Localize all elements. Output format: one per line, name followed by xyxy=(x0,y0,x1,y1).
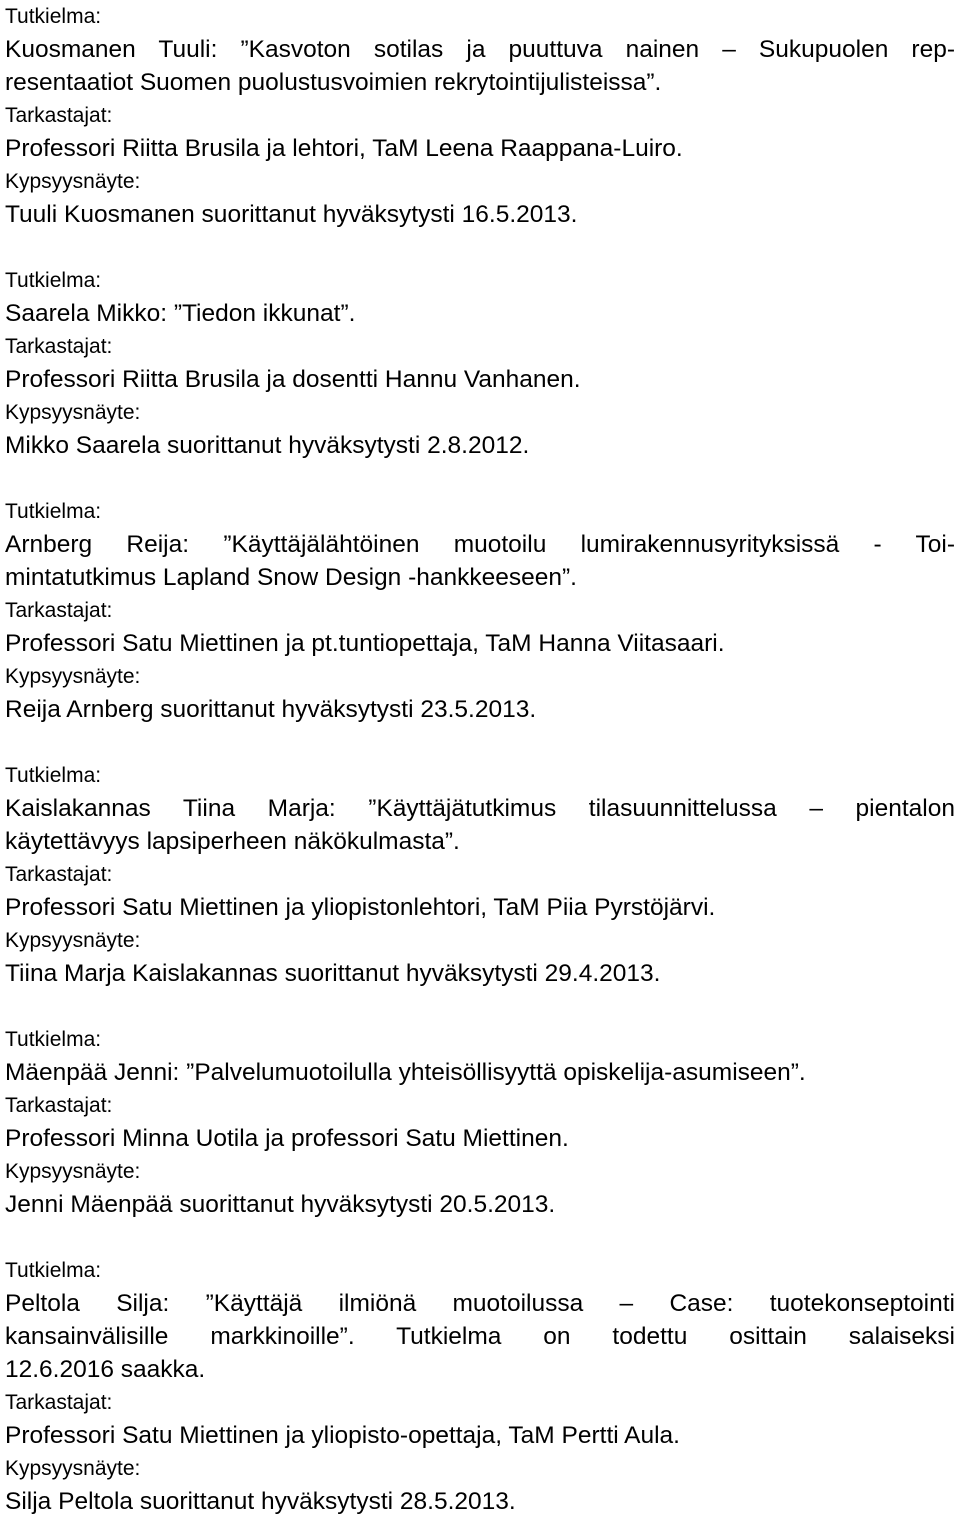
maturity-label: Kypsyysnäyte: xyxy=(5,1160,141,1183)
maturity-text: Jenni Mäenpää suorittanut hyväksytysti 20.5.2013. xyxy=(5,1191,556,1218)
thesis-title-line: Mäenpää Jenni: ”Palvelumuotoilulla yhteisöllisyyttä opiskelija-asumiseen”. xyxy=(5,1059,806,1086)
thesis-title-line: kansainvälisille markkinoille”. Tutkielma on todettu osittain salaiseksi xyxy=(5,1323,955,1350)
maturity-label: Kypsyysnäyte: xyxy=(5,401,141,424)
thesis-entry xyxy=(5,1023,955,1221)
thesis-title-line: Kaislakannas Tiina Marja: ”Käyttäjätutkimus tilasuunnittelussa – pientalon xyxy=(5,795,955,822)
entry-gap xyxy=(5,1221,955,1254)
thesis-label: Tutkielma: xyxy=(5,764,102,787)
reviewers-label: Tarkastajat: xyxy=(5,599,113,622)
thesis-entry xyxy=(5,0,955,231)
reviewers-text: Professori Satu Miettinen ja yliopisto-opettaja, TaM Pertti Aula. xyxy=(5,1422,680,1449)
entry-gap xyxy=(5,231,955,264)
thesis-entry xyxy=(5,264,955,462)
thesis-label: Tutkielma: xyxy=(5,500,102,523)
thesis-title-line: käytettävyys lapsiperheen näkökulmasta”. xyxy=(5,828,460,855)
entry-gap xyxy=(5,462,955,495)
thesis-label: Tutkielma: xyxy=(5,1259,102,1282)
reviewers-label: Tarkastajat: xyxy=(5,104,113,127)
reviewers-text: Professori Satu Miettinen ja pt.tuntiopettaja, TaM Hanna Viitasaari. xyxy=(5,630,725,657)
thesis-label: Tutkielma: xyxy=(5,1028,102,1051)
thesis-title-line: Kuosmanen Tuuli: ”Kasvoton sotilas ja puuttuva nainen – Sukupuolen rep- xyxy=(5,36,955,63)
thesis-entry xyxy=(5,495,955,726)
reviewers-text: Professori Minna Uotila ja professori Satu Miettinen. xyxy=(5,1125,569,1152)
reviewers-label: Tarkastajat: xyxy=(5,335,113,358)
thesis-label: Tutkielma: xyxy=(5,5,102,28)
thesis-entry xyxy=(5,1254,955,1518)
maturity-label: Kypsyysnäyte: xyxy=(5,929,141,952)
entry-gap xyxy=(5,726,955,759)
document-page xyxy=(5,0,955,1518)
reviewers-label: Tarkastajat: xyxy=(5,1094,113,1117)
maturity-label: Kypsyysnäyte: xyxy=(5,665,141,688)
maturity-label: Kypsyysnäyte: xyxy=(5,170,141,193)
thesis-title-line: mintatutkimus Lapland Snow Design -hankkeeseen”. xyxy=(5,564,577,591)
maturity-text: Silja Peltola suorittanut hyväksytysti 28.5.2013. xyxy=(5,1488,516,1515)
reviewers-text: Professori Riitta Brusila ja lehtori, TaM Leena Raappana-Luiro. xyxy=(5,135,683,162)
maturity-text: Mikko Saarela suorittanut hyväksytysti 2.8.2012. xyxy=(5,432,530,459)
reviewers-label: Tarkastajat: xyxy=(5,863,113,886)
maturity-text: Reija Arnberg suorittanut hyväksytysti 23.5.2013. xyxy=(5,696,537,723)
maturity-label: Kypsyysnäyte: xyxy=(5,1457,141,1480)
reviewers-text: Professori Riitta Brusila ja dosentti Hannu Vanhanen. xyxy=(5,366,581,393)
thesis-entry xyxy=(5,759,955,990)
entry-gap xyxy=(5,990,955,1023)
thesis-title-line: Saarela Mikko: ”Tiedon ikkunat”. xyxy=(5,300,356,327)
thesis-title-line: 12.6.2016 saakka. xyxy=(5,1356,206,1383)
reviewers-text: Professori Satu Miettinen ja yliopistonlehtori, TaM Piia Pyrstöjärvi. xyxy=(5,894,716,921)
reviewers-label: Tarkastajat: xyxy=(5,1391,113,1414)
thesis-title-line: Arnberg Reija: ”Käyttäjälähtöinen muotoilu lumirakennusyrityksissä - Toi- xyxy=(5,531,955,558)
maturity-text: Tiina Marja Kaislakannas suorittanut hyväksytysti 29.4.2013. xyxy=(5,960,661,987)
thesis-label: Tutkielma: xyxy=(5,269,102,292)
thesis-title-line: Peltola Silja: ”Käyttäjä ilmiönä muotoilussa – Case: tuotekonseptointi xyxy=(5,1290,955,1317)
maturity-text: Tuuli Kuosmanen suorittanut hyväksytysti 16.5.2013. xyxy=(5,201,578,228)
thesis-title-line: resentaatiot Suomen puolustusvoimien rekrytointijulisteissa”. xyxy=(5,69,662,96)
